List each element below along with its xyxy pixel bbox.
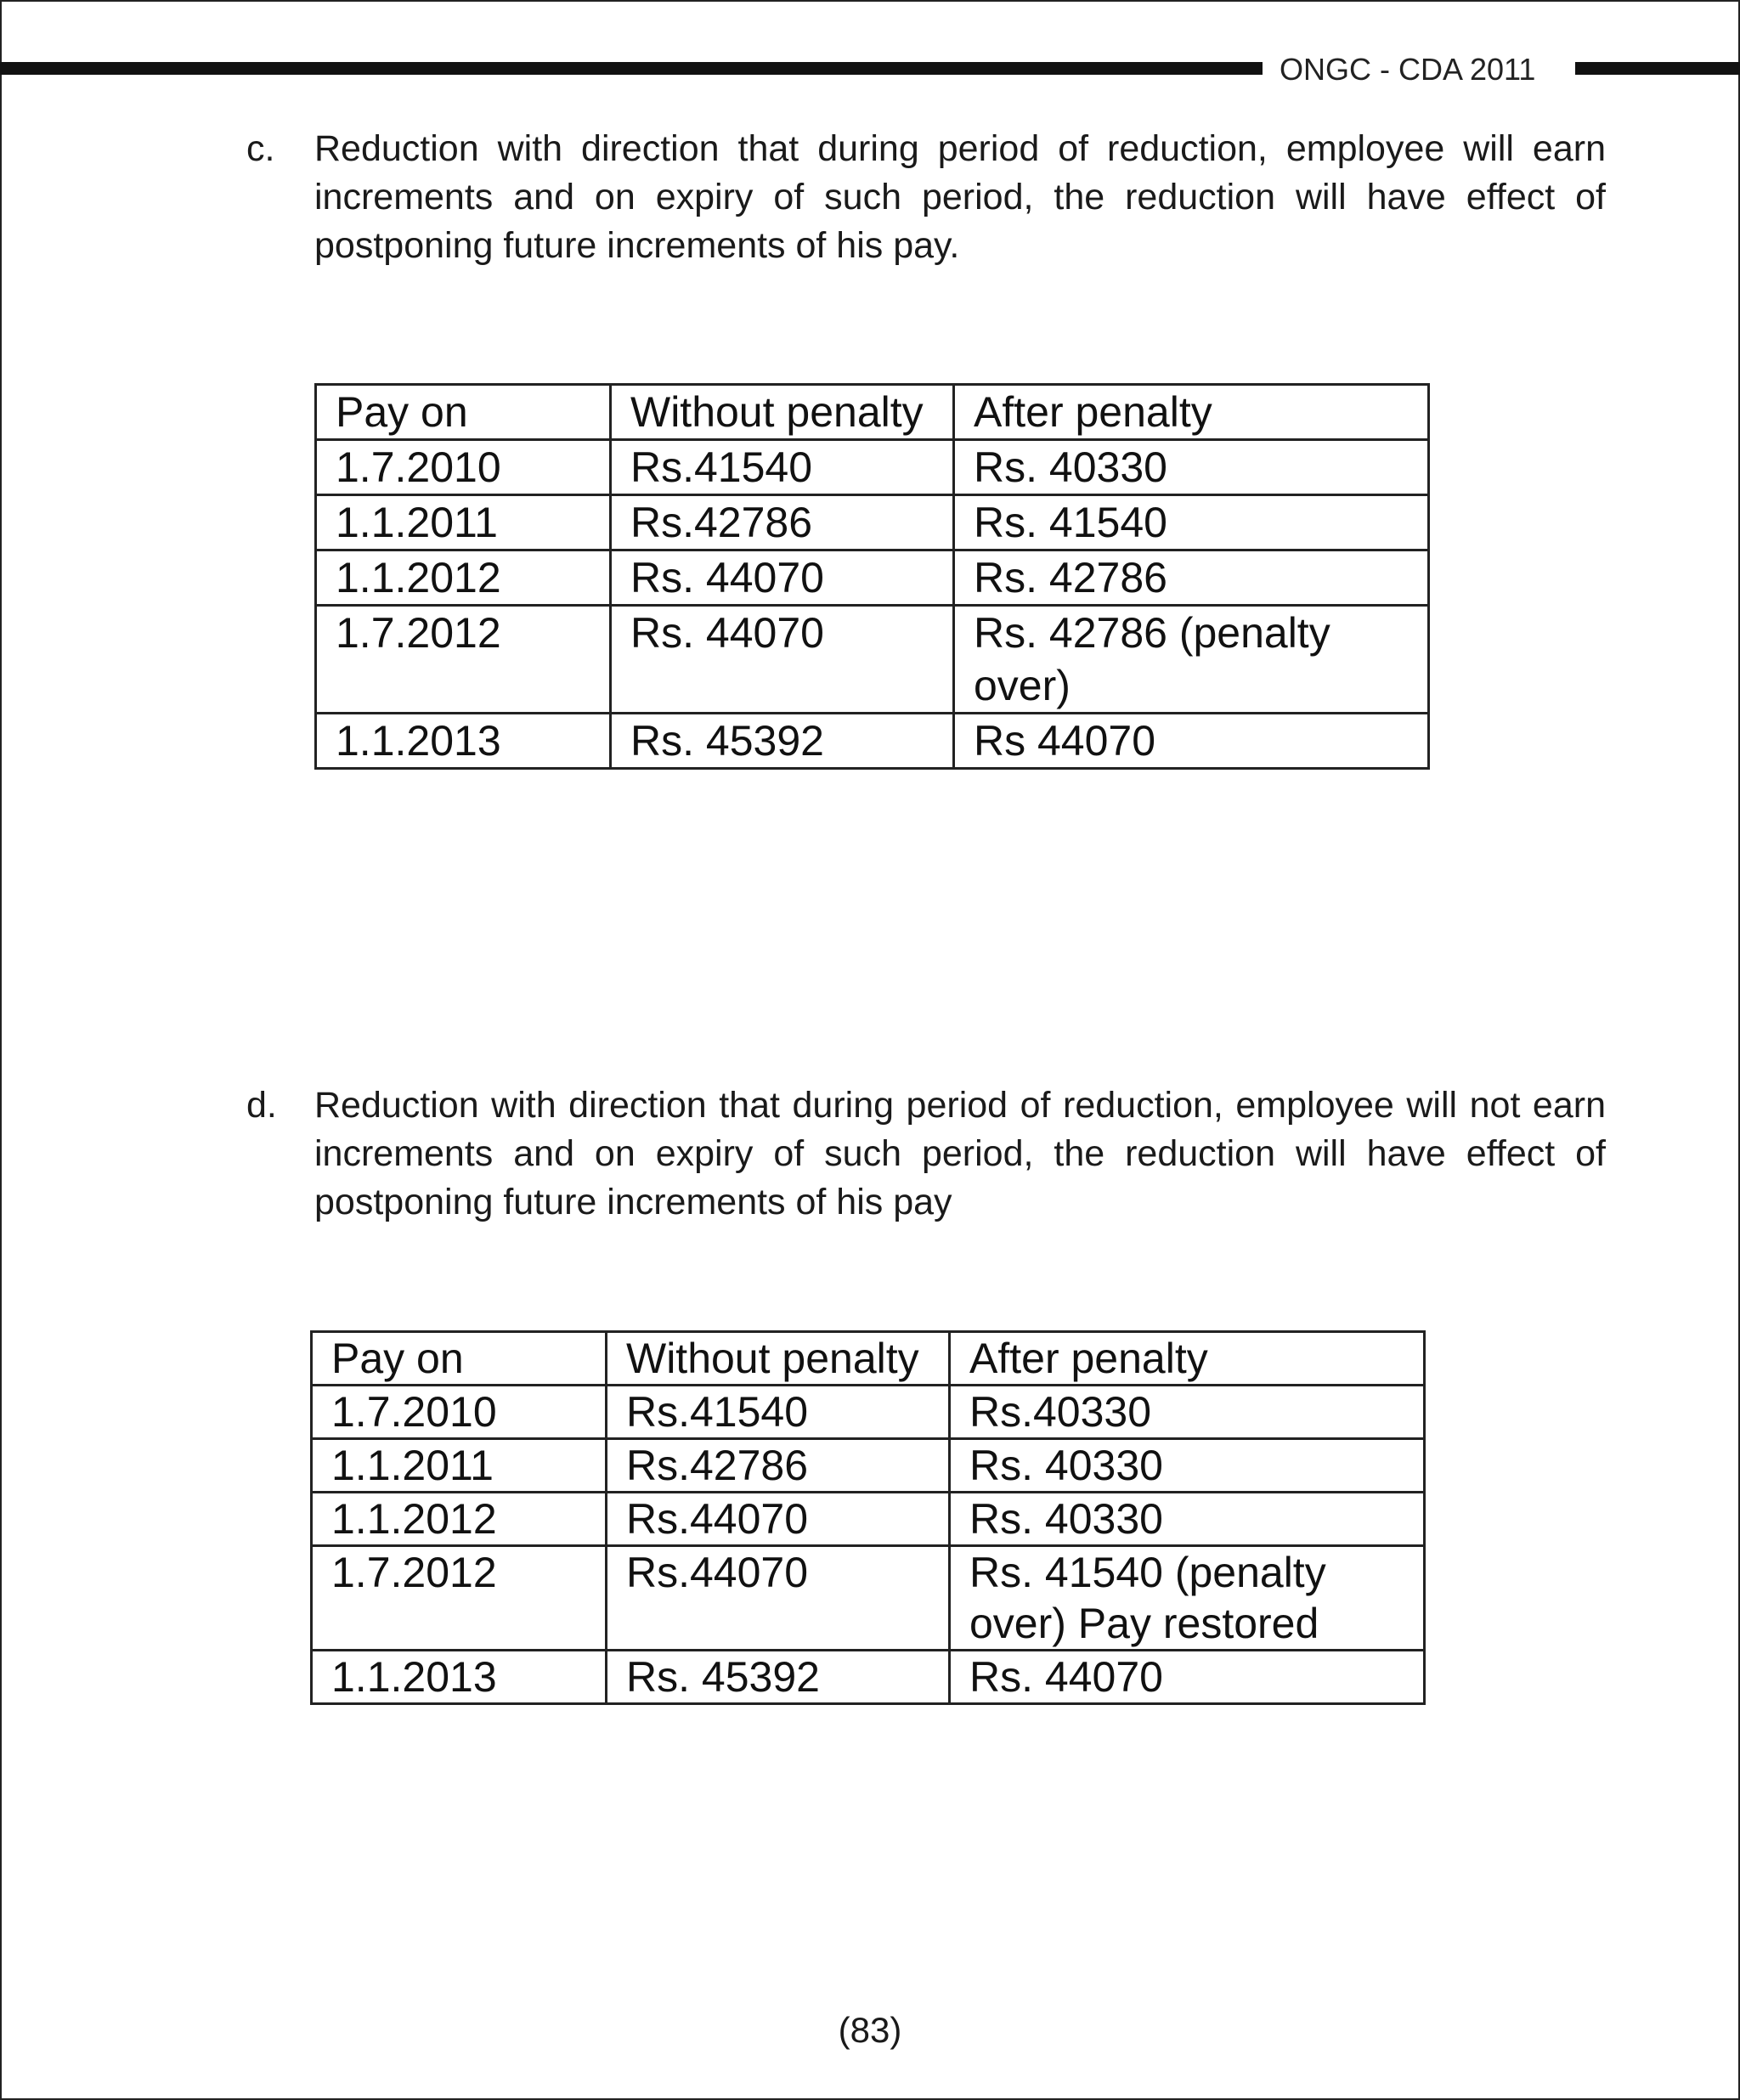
table-header-row — [312, 1332, 1425, 1386]
table-cell: Rs. 42786 — [954, 550, 1429, 606]
table-row — [316, 606, 1429, 714]
section-d-table — [310, 1330, 1426, 1705]
table-cell: Rs. 44070 — [950, 1651, 1425, 1704]
table-cell: 1.1.2012 — [316, 550, 611, 606]
table-header-cell: Without penalty — [611, 385, 954, 440]
table-row — [316, 495, 1429, 550]
table-row — [312, 1439, 1425, 1493]
table-cell: Rs. 42786 (penalty over) — [954, 606, 1429, 714]
table-cell: 1.7.2012 — [316, 606, 611, 714]
section-c-text: Reduction with direction that during period of reduction, employee will earn increments and on expiry of such period, the reduction will have effect of postponing future increments of his pay. — [314, 128, 1606, 266]
table-cell: 1.1.2013 — [316, 714, 611, 769]
table-row — [312, 1386, 1425, 1439]
table-cell: Rs. 40330 — [950, 1439, 1425, 1493]
table-cell: Rs. 40330 — [950, 1493, 1425, 1546]
table-row — [316, 440, 1429, 495]
table-cell: 1.7.2012 — [312, 1546, 607, 1651]
table-cell: Rs. 44070 — [611, 606, 954, 714]
table-header-cell: After penalty — [954, 385, 1429, 440]
table-cell: Rs. 45392 — [611, 714, 954, 769]
page-number: (83) — [838, 2010, 902, 2050]
table-cell: Rs. 40330 — [954, 440, 1429, 495]
table-cell: Rs.40330 — [950, 1386, 1425, 1439]
table-cell: 1.1.2013 — [312, 1651, 607, 1704]
section-c-table — [314, 383, 1430, 770]
table-cell: Rs.42786 — [607, 1439, 950, 1493]
section-d-marker: d. — [246, 1085, 277, 1126]
table-cell: Rs.44070 — [607, 1546, 950, 1651]
table-cell: Rs. 45392 — [607, 1651, 950, 1704]
table-cell: Rs.41540 — [607, 1386, 950, 1439]
section-d-text: Reduction with direction that during period of reduction, employee will not earn increments and on expiry of such period, the reduction will have effect of postponing future increments of his pay — [314, 1085, 1606, 1222]
table-cell: Rs.44070 — [607, 1493, 950, 1546]
section-c-paragraph — [246, 125, 1606, 278]
table-cell: Rs 44070 — [954, 714, 1429, 769]
table-row — [316, 714, 1429, 769]
table-cell: Rs.41540 — [611, 440, 954, 495]
table-header-cell: Pay on — [312, 1332, 607, 1386]
table-cell: 1.1.2012 — [312, 1493, 607, 1546]
section-d-paragraph — [246, 1081, 1606, 1234]
table-header-cell: Without penalty — [607, 1332, 950, 1386]
table-cell: Rs. 41540 — [954, 495, 1429, 550]
table-row — [312, 1546, 1425, 1651]
table-header-row — [316, 385, 1429, 440]
section-c-marker: c. — [246, 128, 275, 169]
table-cell: 1.7.2010 — [312, 1386, 607, 1439]
table-row — [316, 550, 1429, 606]
table-cell: Rs.42786 — [611, 495, 954, 550]
header-rule-left — [0, 62, 1263, 75]
table-row — [312, 1493, 1425, 1546]
table-cell: Rs. 44070 — [611, 550, 954, 606]
table-cell: 1.7.2010 — [316, 440, 611, 495]
table-row — [312, 1651, 1425, 1704]
table-cell: 1.1.2011 — [312, 1439, 607, 1493]
header-title: ONGC - CDA 2011 — [1280, 52, 1536, 87]
table-cell: 1.1.2011 — [316, 495, 611, 550]
table-header-cell: After penalty — [950, 1332, 1425, 1386]
header-rule-right — [1575, 62, 1740, 75]
table-header-cell: Pay on — [316, 385, 611, 440]
table-cell: Rs. 41540 (penalty over) Pay restored — [950, 1546, 1425, 1651]
